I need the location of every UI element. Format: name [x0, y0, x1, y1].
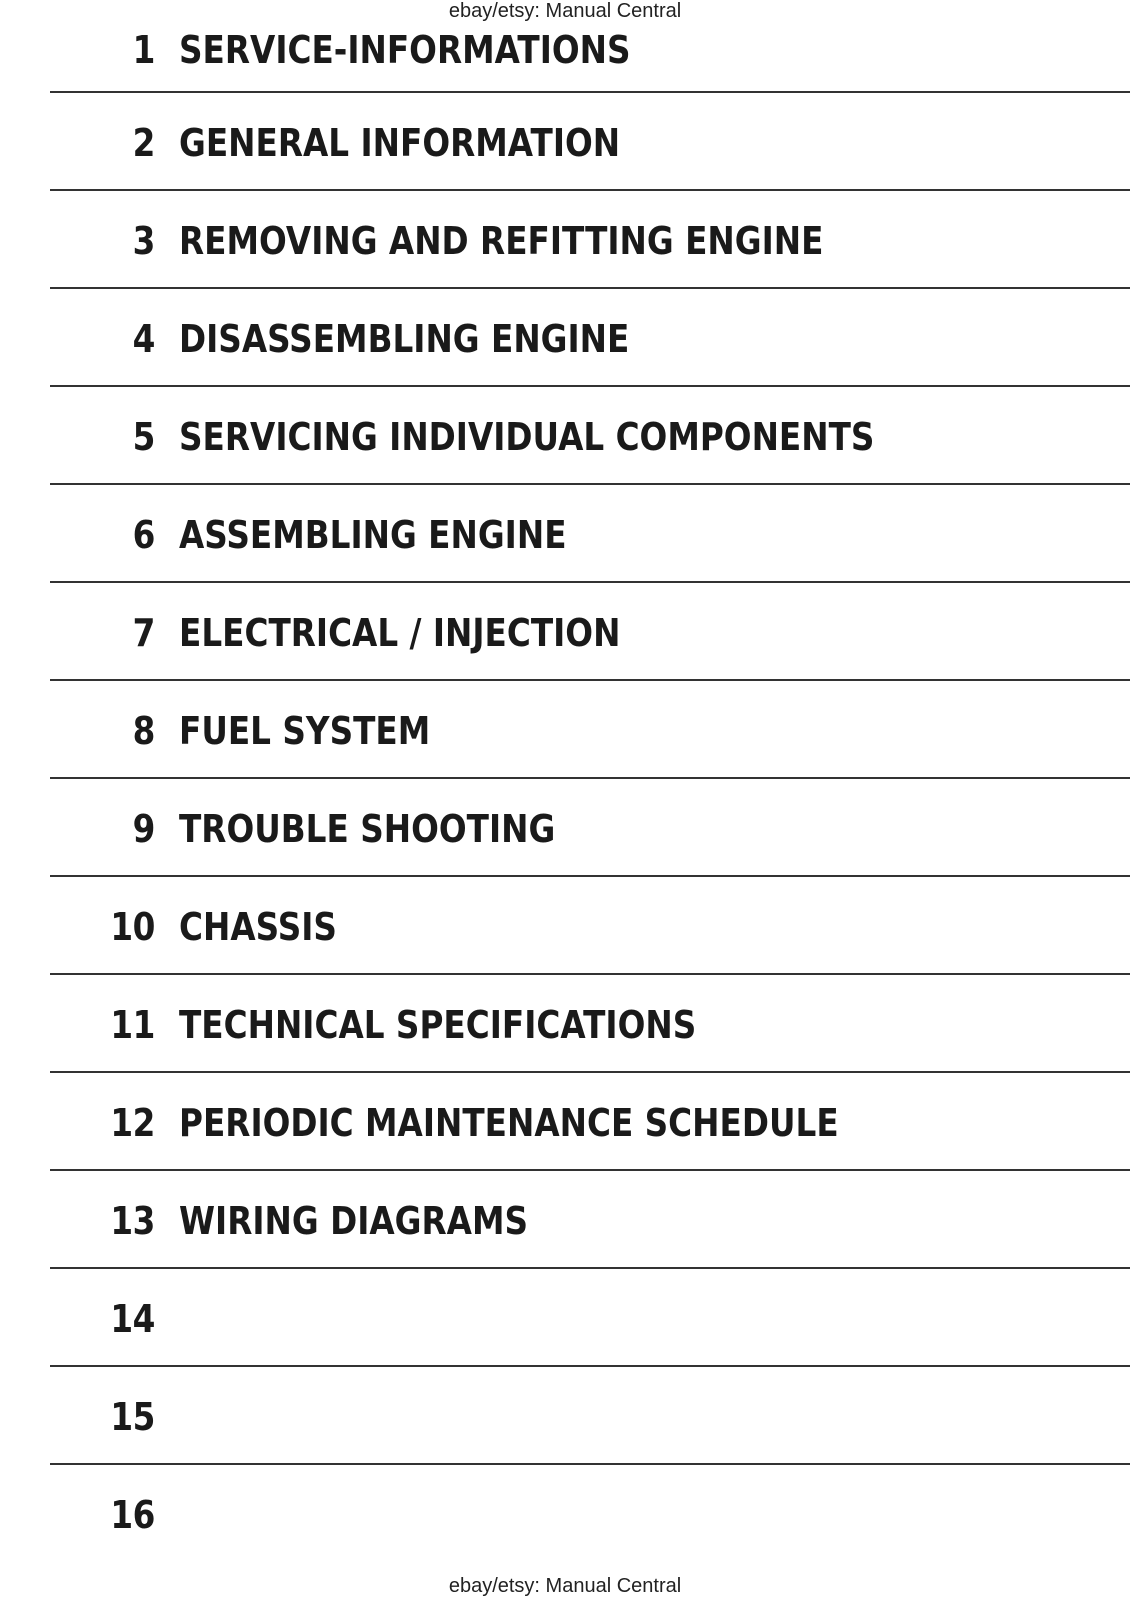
divider	[50, 777, 1130, 779]
divider	[50, 973, 1130, 975]
toc-number: 3	[132, 219, 155, 263]
divider	[50, 1365, 1130, 1367]
toc-item-13[interactable]	[0, 1191, 1130, 1251]
divider	[50, 1169, 1130, 1171]
toc-item-14[interactable]	[0, 1289, 1130, 1349]
divider	[50, 581, 1130, 583]
toc-item-1[interactable]	[0, 20, 1130, 80]
toc-title: SERVICE-INFORMATIONS	[179, 28, 631, 72]
toc-title: TECHNICAL SPECIFICATIONS	[179, 1003, 697, 1047]
toc-title: DISASSEMBLING ENGINE	[179, 317, 630, 361]
toc-number: 9	[132, 807, 155, 851]
toc-number: 1	[132, 28, 155, 72]
toc-number: 2	[132, 121, 155, 165]
toc-title: PERIODIC MAINTENANCE SCHEDULE	[179, 1101, 839, 1145]
toc-item-11[interactable]	[0, 995, 1130, 1055]
toc-title: WIRING DIAGRAMS	[179, 1199, 528, 1243]
divider	[50, 189, 1130, 191]
toc-item-9[interactable]	[0, 799, 1130, 859]
divider	[50, 91, 1130, 93]
toc-title: CHASSIS	[179, 905, 337, 949]
divider	[50, 875, 1130, 877]
toc-number: 6	[132, 513, 155, 557]
toc-item-2[interactable]	[0, 113, 1130, 173]
toc-item-6[interactable]	[0, 505, 1130, 565]
divider	[50, 1071, 1130, 1073]
watermark-top: ebay/etsy: Manual Central	[448, 0, 682, 22]
divider	[50, 1463, 1130, 1465]
toc-item-3[interactable]	[0, 211, 1130, 271]
toc-item-10[interactable]	[0, 897, 1130, 957]
toc-item-7[interactable]	[0, 603, 1130, 663]
divider	[50, 1267, 1130, 1269]
toc-title: GENERAL INFORMATION	[179, 121, 621, 165]
toc-number: 4	[132, 317, 155, 361]
toc-item-12[interactable]	[0, 1093, 1130, 1153]
toc-number: 12	[110, 1101, 155, 1145]
toc-number: 5	[132, 415, 155, 459]
toc-number: 14	[110, 1297, 155, 1341]
toc-title: TROUBLE SHOOTING	[179, 807, 556, 851]
toc-number: 16	[110, 1493, 155, 1537]
toc-number: 11	[110, 1003, 155, 1047]
divider	[50, 287, 1130, 289]
divider	[50, 385, 1130, 387]
toc-number: 15	[110, 1395, 155, 1439]
toc-title: FUEL SYSTEM	[179, 709, 431, 753]
toc-item-4[interactable]	[0, 309, 1130, 369]
toc-number: 8	[132, 709, 155, 753]
toc-number: 10	[110, 905, 155, 949]
toc-title: SERVICING INDIVIDUAL COMPONENTS	[179, 415, 875, 459]
toc-title: REMOVING AND REFITTING ENGINE	[179, 219, 824, 263]
toc-item-15[interactable]	[0, 1387, 1130, 1447]
watermark-bottom: ebay/etsy: Manual Central	[448, 1575, 682, 1597]
toc-item-16[interactable]	[0, 1485, 1130, 1545]
toc-title: ASSEMBLING ENGINE	[179, 513, 567, 557]
toc-item-8[interactable]	[0, 701, 1130, 761]
toc-number: 7	[132, 611, 155, 655]
toc-number: 13	[110, 1199, 155, 1243]
toc-item-5[interactable]	[0, 407, 1130, 467]
toc-title: ELECTRICAL / INJECTION	[179, 611, 621, 655]
divider	[50, 483, 1130, 485]
divider	[50, 679, 1130, 681]
